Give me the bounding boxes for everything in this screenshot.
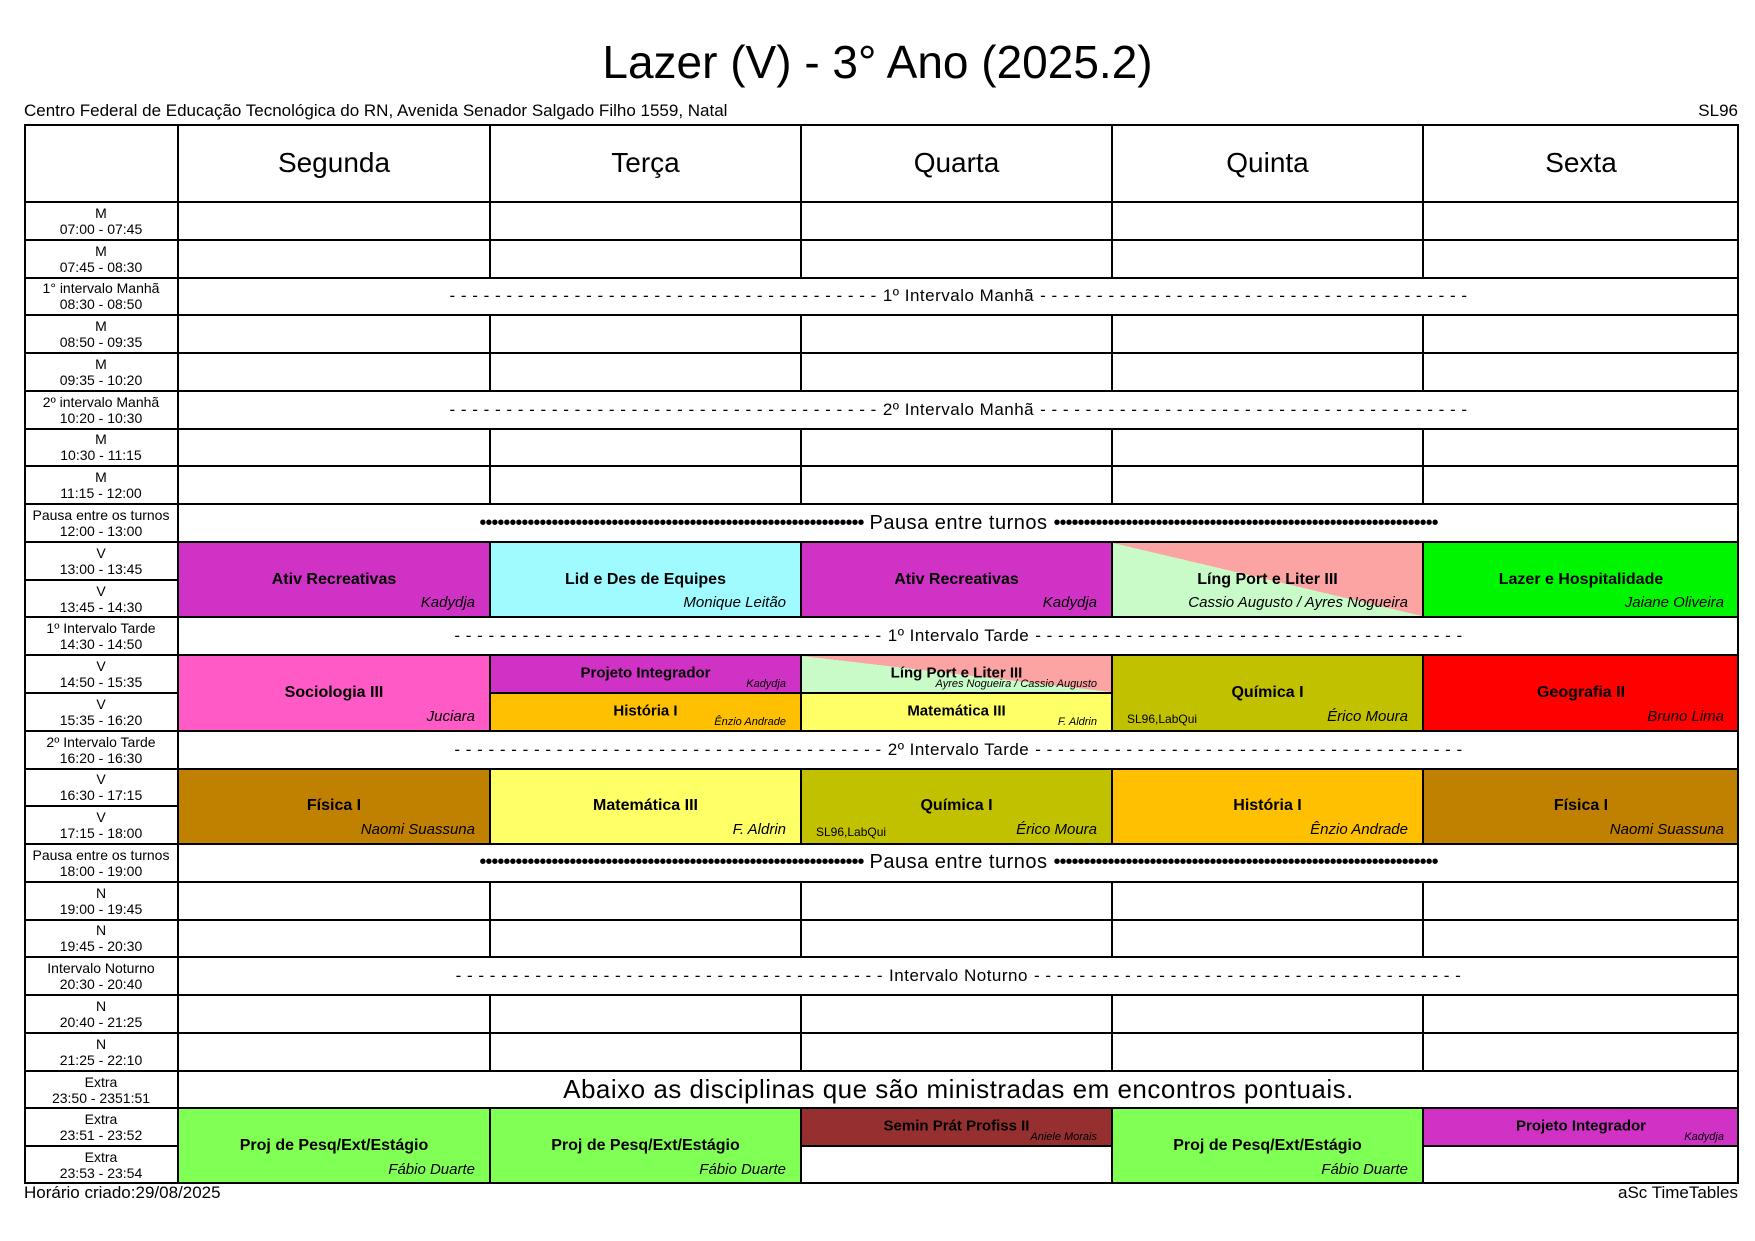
- day-label: Terça: [611, 147, 680, 178]
- period-label: [24, 655, 178, 693]
- empty-slot[interactable]: [801, 202, 1112, 240]
- band-dashes-left: - - - - - - - - - - - - - - - - - - - - - - - - - - - - - - - - - - - - - -: [449, 286, 877, 306]
- lesson-card[interactable]: [1423, 655, 1739, 731]
- lesson-teacher: F. Aldrin: [732, 821, 786, 839]
- lesson-teacher: Kadydja: [746, 677, 786, 690]
- period-time: 07:45 - 08:30: [59, 258, 143, 275]
- band-label: 2º Intervalo Tarde: [887, 739, 1030, 759]
- period-name: Intervalo Noturno: [47, 960, 155, 977]
- period-time: 23:50 - 2351:51: [51, 1089, 151, 1106]
- empty-slot[interactable]: [490, 920, 801, 958]
- lesson-subject: Proj de Pesq/Ext/Estágio: [551, 1137, 740, 1155]
- period-label: [24, 731, 178, 769]
- empty-slot[interactable]: [490, 315, 801, 353]
- lesson-card[interactable]: [1423, 542, 1739, 618]
- period-name: M: [95, 469, 107, 486]
- period-time: 11:15 - 12:00: [60, 485, 142, 502]
- period-label: [24, 769, 178, 807]
- lesson-card[interactable]: [490, 769, 801, 845]
- period-label: [24, 202, 178, 240]
- empty-slot[interactable]: [801, 1146, 1112, 1184]
- empty-slot[interactable]: [1112, 995, 1423, 1033]
- lesson-room: SL96,LabQui: [1127, 711, 1198, 726]
- school-address: Centro Federal de Educação Tecnológica do RN, Avenida Senador Salgado Filho 1559, Natal: [24, 101, 728, 120]
- lesson-subject: Proj de Pesq/Ext/Estágio: [239, 1137, 429, 1155]
- period-name: V: [96, 582, 106, 599]
- lesson-card[interactable]: [178, 1108, 490, 1184]
- lesson-teacher: Fábio Duarte: [699, 1160, 786, 1178]
- period-name: N: [95, 998, 107, 1015]
- lesson-teacher: Aniele Morais: [1030, 1131, 1097, 1144]
- period-name: N: [95, 884, 107, 901]
- empty-slot[interactable]: [1112, 353, 1423, 391]
- period-name: Extra: [84, 1149, 118, 1166]
- band-label: 1º Intervalo Tarde: [887, 626, 1030, 646]
- period-label: [24, 1108, 178, 1146]
- lesson-card[interactable]: [801, 655, 1112, 693]
- lesson-card[interactable]: [178, 655, 490, 731]
- lesson-subject: Líng Port e Liter III: [890, 664, 1023, 682]
- lesson-subject: Matemática III: [593, 797, 698, 815]
- empty-slot[interactable]: [490, 1033, 801, 1071]
- lesson-teacher: Érico Moura: [1327, 707, 1408, 725]
- software-credit: aSc TimeTables: [1618, 1183, 1738, 1202]
- period-time: 16:20 - 16:30: [59, 749, 143, 766]
- empty-slot[interactable]: [1423, 315, 1739, 353]
- empty-slot[interactable]: [1423, 995, 1739, 1033]
- band-dashes-right: - - - - - - - - - - - - - - - - - - - - - - - - - - - - - - - - - - - - - -: [1035, 626, 1463, 646]
- empty-slot[interactable]: [1423, 429, 1739, 467]
- period-time: 14:50 - 15:35: [59, 674, 143, 691]
- period-name: V: [96, 771, 106, 788]
- header-rule: [24, 201, 1739, 203]
- break-band: [178, 391, 1739, 429]
- period-time: 14:30 - 14:50: [59, 636, 143, 653]
- lesson-teacher: Jaiane Oliveira: [1624, 594, 1724, 612]
- empty-slot[interactable]: [1423, 1146, 1739, 1184]
- period-name: Pausa entre os turnos: [32, 507, 170, 524]
- period-time: 20:40 - 21:25: [59, 1014, 143, 1031]
- lesson-card[interactable]: [1112, 655, 1423, 731]
- day-header-2: [490, 124, 801, 202]
- period-name: 1° intervalo Manhã: [42, 280, 160, 297]
- period-label: [24, 995, 178, 1033]
- band-label: Abaixo as disciplinas que são ministradas em encontros pontuais.: [563, 1074, 1354, 1105]
- empty-slot[interactable]: [1112, 240, 1423, 278]
- empty-slot[interactable]: [1423, 1033, 1739, 1071]
- day-label: Segunda: [277, 147, 391, 178]
- lesson-card[interactable]: [490, 542, 801, 618]
- empty-slot[interactable]: [1423, 202, 1739, 240]
- period-name: V: [96, 809, 106, 826]
- empty-slot[interactable]: [1112, 202, 1423, 240]
- lesson-card[interactable]: [1112, 542, 1423, 618]
- band-label: 1º Intervalo Manhã: [882, 286, 1035, 306]
- day-label: Sexta: [1545, 147, 1617, 178]
- lesson-teacher: Kadydja: [1042, 594, 1097, 612]
- period-time: 10:20 - 10:30: [59, 409, 143, 426]
- lesson-teacher: Ênzio Andrade: [1310, 821, 1408, 839]
- lesson-card[interactable]: [490, 655, 801, 693]
- period-name: M: [95, 355, 107, 372]
- empty-slot[interactable]: [1112, 429, 1423, 467]
- empty-slot[interactable]: [178, 429, 490, 467]
- period-name: Extra: [84, 1073, 118, 1090]
- lesson-teacher: Naomi Suassuna: [1609, 821, 1724, 839]
- period-name: Pausa entre os turnos: [32, 846, 170, 863]
- period-time: 07:00 - 07:45: [59, 220, 143, 237]
- created-date: Horário criado:29/08/2025: [24, 1183, 221, 1202]
- band-dashes-right: - - - - - - - - - - - - - - - - - - - - - - - - - - - - - - - - - - - - - -: [1033, 966, 1462, 986]
- period-label: [24, 920, 178, 958]
- empty-slot[interactable]: [1423, 353, 1739, 391]
- period-time: 19:45 - 20:30: [59, 938, 143, 955]
- period-time: 20:30 - 20:40: [59, 976, 143, 993]
- period-name: M: [95, 431, 107, 448]
- period-name: V: [96, 658, 106, 675]
- empty-slot[interactable]: [1112, 466, 1423, 504]
- lesson-teacher: F. Aldrin: [1057, 715, 1097, 728]
- period-time: 19:00 - 19:45: [59, 900, 143, 917]
- period-label: [24, 429, 178, 467]
- empty-slot[interactable]: [178, 466, 490, 504]
- band-dashes-left: - - - - - - - - - - - - - - - - - - - - - - - - - - - - - - - - - - - - - -: [455, 966, 884, 986]
- lesson-subject: Química I: [920, 797, 993, 815]
- lesson-teacher: Fábio Duarte: [1321, 1160, 1408, 1178]
- lesson-card[interactable]: [1112, 769, 1423, 845]
- lesson-subject: Ativ Recreativas: [894, 570, 1019, 588]
- empty-slot[interactable]: [490, 202, 801, 240]
- lesson-teacher: Ayres Nogueira / Cassio Augusto: [935, 677, 1097, 690]
- empty-slot[interactable]: [1423, 240, 1739, 278]
- empty-slot[interactable]: [178, 882, 490, 920]
- empty-slot[interactable]: [178, 315, 490, 353]
- break-band: [178, 278, 1739, 316]
- lesson-card[interactable]: [801, 542, 1112, 618]
- lesson-subject: História I: [613, 702, 678, 720]
- band-dots-left: ••••••••••••••••••••••••••••••••••••••••••••••••••••••••••••••••: [479, 851, 864, 874]
- empty-slot[interactable]: [801, 353, 1112, 391]
- empty-slot[interactable]: [801, 920, 1112, 958]
- lesson-teacher: Fábio Duarte: [388, 1160, 475, 1178]
- period-name: M: [95, 204, 107, 221]
- break-band: [178, 617, 1739, 655]
- period-name: 2º Intervalo Tarde: [46, 733, 156, 750]
- lesson-subject: Geografia II: [1536, 683, 1626, 701]
- period-label: [24, 315, 178, 353]
- band-dashes-left: - - - - - - - - - - - - - - - - - - - - - - - - - - - - - - - - - - - - - -: [449, 399, 877, 419]
- period-time: 12:00 - 13:00: [59, 523, 143, 540]
- day-header-4: [1112, 124, 1423, 202]
- lesson-subject: História I: [1233, 797, 1302, 815]
- empty-slot[interactable]: [1423, 882, 1739, 920]
- empty-slot[interactable]: [801, 1033, 1112, 1071]
- period-label: [24, 391, 178, 429]
- page-title: Lazer (V) - 3° Ano (2025.2): [602, 36, 1153, 88]
- lesson-subject: Física I: [306, 797, 362, 815]
- break-band: [178, 1071, 1739, 1109]
- period-label: [24, 1071, 178, 1109]
- lesson-card[interactable]: [178, 769, 490, 845]
- lesson-card[interactable]: [1112, 1108, 1423, 1184]
- empty-slot[interactable]: [490, 240, 801, 278]
- period-time: 23:51 - 23:52: [59, 1127, 143, 1144]
- lesson-teacher: Ênzio Andrade: [714, 715, 786, 728]
- lesson-teacher: Cassio Augusto / Ayres Nogueira: [1188, 594, 1408, 612]
- empty-slot[interactable]: [490, 466, 801, 504]
- empty-slot[interactable]: [1112, 1033, 1423, 1071]
- lesson-teacher: Kadydja: [1684, 1131, 1724, 1144]
- band-label: Pausa entre turnos: [869, 511, 1048, 534]
- period-label: [24, 882, 178, 920]
- period-label: [24, 806, 178, 844]
- period-time: 13:45 - 14:30: [59, 598, 143, 615]
- empty-slot[interactable]: [1112, 920, 1423, 958]
- empty-slot[interactable]: [490, 995, 801, 1033]
- period-label: [24, 844, 178, 882]
- lesson-subject: Projeto Integrador: [1515, 1117, 1646, 1135]
- empty-slot[interactable]: [801, 429, 1112, 467]
- period-name: V: [96, 695, 106, 712]
- period-name: Extra: [84, 1111, 118, 1128]
- empty-slot[interactable]: [801, 882, 1112, 920]
- empty-slot[interactable]: [178, 353, 490, 391]
- corner-cell: [24, 124, 178, 202]
- lesson-card[interactable]: [490, 693, 801, 731]
- empty-slot[interactable]: [178, 920, 490, 958]
- break-band: [178, 731, 1739, 769]
- empty-slot[interactable]: [1112, 315, 1423, 353]
- lesson-teacher: Monique Leitão: [683, 594, 786, 612]
- empty-slot[interactable]: [1423, 920, 1739, 958]
- lesson-card[interactable]: [178, 542, 490, 618]
- lesson-subject: Ativ Recreativas: [271, 570, 397, 588]
- lesson-subject: Sociologia III: [284, 683, 384, 701]
- lesson-teacher: Naomi Suassuna: [360, 821, 475, 839]
- period-name: M: [95, 242, 107, 259]
- period-label: [24, 957, 178, 995]
- period-name: M: [95, 318, 107, 335]
- lesson-card[interactable]: [1423, 769, 1739, 845]
- empty-slot[interactable]: [801, 995, 1112, 1033]
- band-dashes-left: - - - - - - - - - - - - - - - - - - - - - - - - - - - - - - - - - - - - - -: [454, 626, 882, 646]
- day-header-3: [801, 124, 1112, 202]
- period-time: 13:00 - 13:45: [59, 560, 143, 577]
- lesson-subject: Lazer e Hospitalidade: [1498, 570, 1664, 588]
- band-label: Intervalo Noturno: [889, 966, 1028, 986]
- period-time: 21:25 - 22:10: [59, 1051, 143, 1068]
- period-label: [24, 1033, 178, 1071]
- period-label: [24, 466, 178, 504]
- break-band: [178, 844, 1739, 882]
- break-band: [178, 957, 1739, 995]
- period-label: [24, 617, 178, 655]
- period-time: 08:50 - 09:35: [59, 334, 143, 351]
- period-time: 18:00 - 19:00: [59, 862, 143, 879]
- band-dots-right: ••••••••••••••••••••••••••••••••••••••••••••••••••••••••••••••••: [1053, 851, 1438, 874]
- lesson-subject: Química I: [1231, 683, 1304, 701]
- period-name: V: [96, 544, 106, 561]
- break-band: [178, 504, 1739, 542]
- band-label: Pausa entre turnos: [869, 851, 1048, 874]
- day-label: Quarta: [913, 147, 1000, 178]
- band-dashes-left: - - - - - - - - - - - - - - - - - - - - - - - - - - - - - - - - - - - - - -: [454, 739, 882, 759]
- empty-slot[interactable]: [178, 1033, 490, 1071]
- day-label: Quinta: [1226, 147, 1309, 178]
- period-time: 17:15 - 18:00: [59, 825, 143, 842]
- empty-slot[interactable]: [178, 995, 490, 1033]
- empty-slot[interactable]: [801, 315, 1112, 353]
- lesson-subject: Semin Prát Profiss II: [883, 1117, 1030, 1135]
- period-time: 16:30 - 17:15: [59, 787, 143, 804]
- band-dashes-right: - - - - - - - - - - - - - - - - - - - - - - - - - - - - - - - - - - - - - -: [1040, 286, 1468, 306]
- period-label: [24, 504, 178, 542]
- band-dots-right: ••••••••••••••••••••••••••••••••••••••••••••••••••••••••••••••••: [1053, 511, 1438, 534]
- lesson-subject: Projeto Integrador: [580, 664, 711, 682]
- lesson-card[interactable]: [801, 1108, 1112, 1146]
- empty-slot[interactable]: [1112, 882, 1423, 920]
- day-header-5: [1423, 124, 1739, 202]
- period-name: N: [95, 1035, 107, 1052]
- lesson-subject: Lid e Des de Equipes: [565, 570, 726, 588]
- period-label: [24, 240, 178, 278]
- period-time: 10:30 - 11:15: [60, 447, 142, 464]
- lesson-teacher: Kadydja: [420, 594, 475, 612]
- lesson-card[interactable]: [801, 769, 1112, 845]
- lesson-subject: Física I: [1553, 797, 1609, 815]
- empty-slot[interactable]: [801, 466, 1112, 504]
- period-time: 23:53 - 23:54: [59, 1165, 143, 1182]
- lesson-card[interactable]: [490, 1108, 801, 1184]
- band-label: 2º Intervalo Manhã: [882, 399, 1035, 419]
- period-label: [24, 278, 178, 316]
- day-header-1: [178, 124, 490, 202]
- band-dashes-right: - - - - - - - - - - - - - - - - - - - - - - - - - - - - - - - - - - - - - -: [1040, 399, 1468, 419]
- period-label: [24, 580, 178, 618]
- lesson-subject: Líng Port e Liter III: [1197, 570, 1338, 588]
- empty-slot[interactable]: [490, 353, 801, 391]
- period-name: N: [95, 922, 107, 939]
- lesson-teacher: Juciara: [426, 707, 475, 725]
- lesson-teacher: Érico Moura: [1016, 821, 1097, 839]
- lesson-card[interactable]: [1423, 1108, 1739, 1146]
- period-time: 09:35 - 10:20: [59, 371, 143, 388]
- band-dots-left: ••••••••••••••••••••••••••••••••••••••••••••••••••••••••••••••••: [479, 511, 864, 534]
- room-code: SL96: [1698, 101, 1738, 120]
- period-name: 1º Intervalo Tarde: [46, 620, 156, 637]
- lesson-room: SL96,LabQui: [816, 825, 887, 840]
- empty-slot[interactable]: [490, 429, 801, 467]
- lesson-subject: Proj de Pesq/Ext/Estágio: [1173, 1137, 1362, 1155]
- empty-slot[interactable]: [801, 240, 1112, 278]
- lesson-teacher: Bruno Lima: [1647, 707, 1724, 725]
- lesson-card[interactable]: [801, 693, 1112, 731]
- period-label: [24, 693, 178, 731]
- empty-slot[interactable]: [490, 882, 801, 920]
- period-time: 08:30 - 08:50: [59, 296, 143, 313]
- period-label: [24, 1146, 178, 1184]
- empty-slot[interactable]: [178, 202, 490, 240]
- period-name: 2º intervalo Manhã: [42, 393, 160, 410]
- lesson-subject: Matemática III: [907, 702, 1006, 720]
- period-label: [24, 353, 178, 391]
- empty-slot[interactable]: [178, 240, 490, 278]
- period-label: [24, 542, 178, 580]
- band-dashes-right: - - - - - - - - - - - - - - - - - - - - - - - - - - - - - - - - - - - - - -: [1035, 739, 1463, 759]
- period-time: 15:35 - 16:20: [59, 711, 143, 728]
- empty-slot[interactable]: [1423, 466, 1739, 504]
